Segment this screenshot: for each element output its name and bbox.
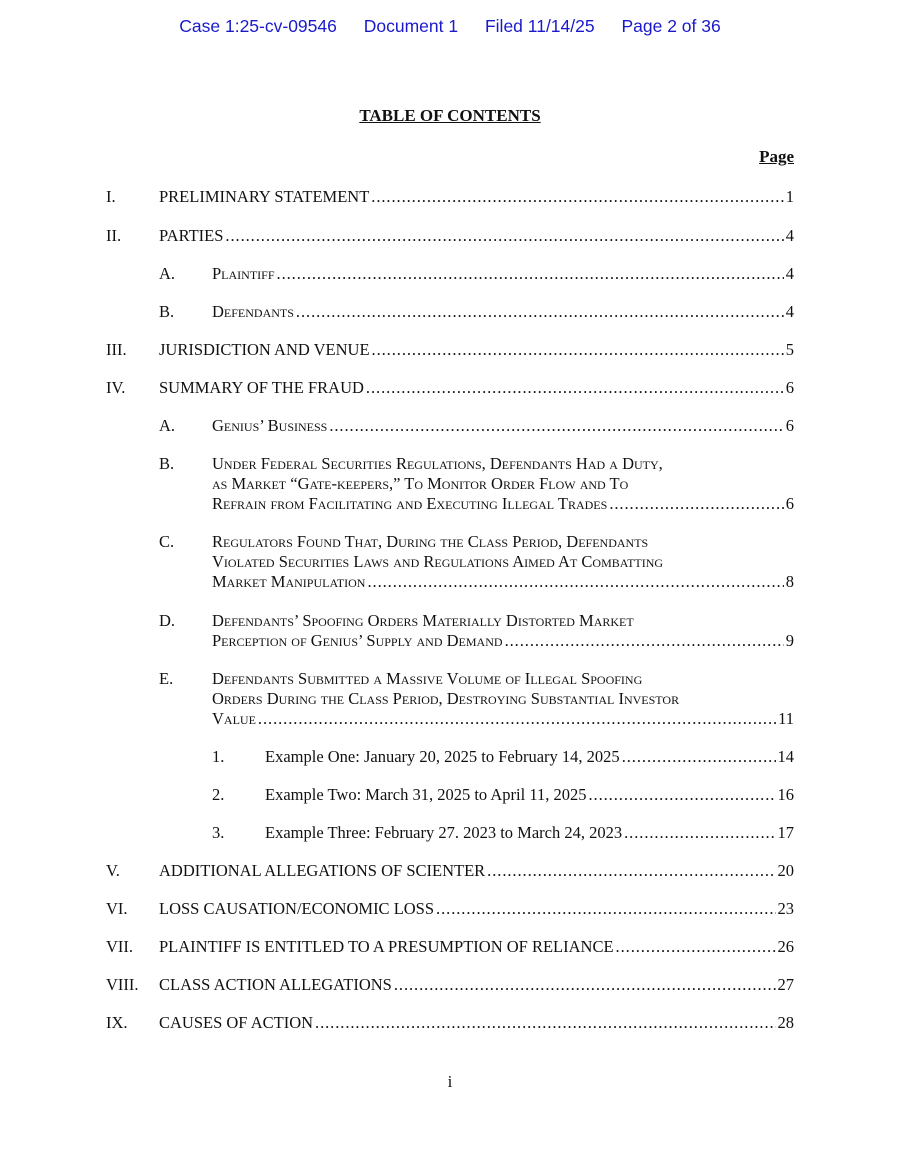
toc-entry-title: CAUSES OF ACTION [159, 1013, 314, 1032]
toc-entry-page: 27 [777, 975, 794, 994]
toc-entry-page: 11 [778, 709, 794, 728]
toc-entry-page: 4 [785, 264, 794, 283]
dot-leader [394, 975, 776, 995]
dot-leader [329, 416, 783, 436]
dot-leader [588, 785, 775, 805]
toc-entry-page: 6 [785, 378, 794, 397]
dot-leader [487, 861, 775, 881]
dot-leader [372, 340, 784, 360]
ecf-header [0, 16, 900, 37]
toc-entry-number: 2. [212, 785, 225, 804]
toc-entry-page: 5 [785, 340, 794, 359]
toc-entry-number: B. [159, 302, 175, 321]
toc-entry-number: A. [159, 416, 176, 435]
toc-entry-number: II. [106, 226, 122, 245]
toc-entry-title: PLAINTIFF IS ENTITLED TO A PRESUMPTION OF RELIANCE [159, 937, 614, 956]
toc-entry-page: 23 [777, 899, 794, 918]
toc-entry-title: SUMMARY OF THE FRAUD [159, 378, 364, 397]
toc-entry-number: VII. [106, 937, 134, 956]
toc-entry-number: D. [159, 611, 176, 630]
toc-entry-page: 9 [785, 631, 794, 650]
toc-entry-number: C. [159, 532, 175, 551]
toc-entry-title: Perception of Genius’ Supply and Demand [212, 631, 503, 650]
toc-entry-title: Regulators Found That, During the Class Period, Defendants [212, 532, 649, 551]
page-column-label: Page [759, 147, 794, 166]
toc-entry-title: Genius’ Business [212, 416, 328, 435]
toc-entry-page: 1 [785, 187, 794, 206]
toc-entry-title: CLASS ACTION ALLEGATIONS [159, 975, 392, 994]
page-indicator: Page 2 of 36 [621, 16, 721, 36]
dot-leader [436, 899, 775, 919]
toc-entry-title: JURISDICTION AND VENUE [159, 340, 370, 359]
toc-entry-number: IV. [106, 378, 126, 397]
toc-entry-number: IX. [106, 1013, 128, 1032]
toc-entry-number: 1. [212, 747, 225, 766]
toc-entry-title: Refrain from Facilitating and Executing Illegal Trades [212, 494, 608, 513]
toc-entry-page: 16 [777, 785, 794, 804]
dot-leader [315, 1013, 775, 1033]
dot-leader [616, 937, 776, 957]
toc-entry-title: Example One: January 20, 2025 to February 14, 2025 [265, 747, 620, 766]
toc-entry-number: VIII. [106, 975, 139, 994]
dot-leader [366, 378, 784, 398]
toc-title: TABLE OF CONTENTS [359, 106, 541, 125]
toc-entry-number: A. [159, 264, 176, 283]
toc-entry-page: 4 [785, 226, 794, 245]
toc-entry-page: 20 [777, 861, 794, 880]
document-number: Document 1 [363, 16, 459, 36]
toc-entry-title: Defendants Submitted a Massive Volume of Illegal Spoofing [212, 669, 643, 688]
toc-entry-title: Defendants [212, 302, 294, 321]
toc-entry-title: as Market “Gate-keepers,” To Monitor Order Flow and To [212, 474, 629, 493]
footer-page-number: i [447, 1072, 453, 1091]
toc-entry-page: 17 [777, 823, 794, 842]
toc-entry-title: Example Three: February 27. 2023 to March 24, 2023 [265, 823, 623, 842]
filed-date: Filed 11/14/25 [484, 16, 595, 36]
case-number: Case 1:25-cv-09546 [179, 16, 337, 36]
dot-leader [624, 823, 775, 843]
toc-entry-number: 3. [212, 823, 225, 842]
toc-entry-page: 28 [777, 1013, 794, 1032]
toc-entry-title: PARTIES [159, 226, 224, 245]
toc-entry-page: 8 [785, 572, 794, 591]
toc-entry-page: 6 [785, 494, 794, 513]
toc-entry-page: 4 [785, 302, 794, 321]
toc-entry-title: LOSS CAUSATION/ECONOMIC LOSS [159, 899, 435, 918]
toc-entry-title: Value [212, 709, 256, 728]
toc-entry-title: Orders During the Class Period, Destroying Substantial Investor [212, 689, 680, 708]
dot-leader [367, 572, 783, 592]
toc-entry-page: 26 [777, 937, 794, 956]
toc-entry-title: Defendants’ Spoofing Orders Materially Distorted Market [212, 611, 634, 630]
toc-entry-title: Example Two: March 31, 2025 to April 11, 2025 [265, 785, 587, 804]
toc-entry-number: VI. [106, 899, 128, 918]
dot-leader [505, 631, 784, 651]
dot-leader [609, 494, 783, 514]
toc-entry-title: PRELIMINARY STATEMENT [159, 187, 370, 206]
toc-entry-page: 14 [777, 747, 794, 766]
toc-entry-title: Violated Securities Laws and Regulations Aimed At Combatting [212, 552, 664, 571]
dot-leader [277, 264, 784, 284]
toc-entry-number: B. [159, 454, 175, 473]
dot-leader [296, 302, 784, 322]
toc-entry-number: E. [159, 669, 174, 688]
dot-leader [225, 226, 783, 246]
toc-entry-number: I. [106, 187, 116, 206]
toc-entry-number: V. [106, 861, 120, 880]
toc-entry-title: Plaintiff [212, 264, 275, 283]
dot-leader [622, 747, 776, 767]
dot-leader [258, 709, 776, 729]
toc-entry-number: III. [106, 340, 127, 359]
toc-entry-title: Under Federal Securities Regulations, Defendants Had a Duty, [212, 454, 663, 473]
dot-leader [371, 187, 783, 207]
toc-entry-page: 6 [785, 416, 794, 435]
toc-entry-title: ADDITIONAL ALLEGATIONS OF SCIENTER [159, 861, 486, 880]
toc-entry-title: Market Manipulation [212, 572, 366, 591]
